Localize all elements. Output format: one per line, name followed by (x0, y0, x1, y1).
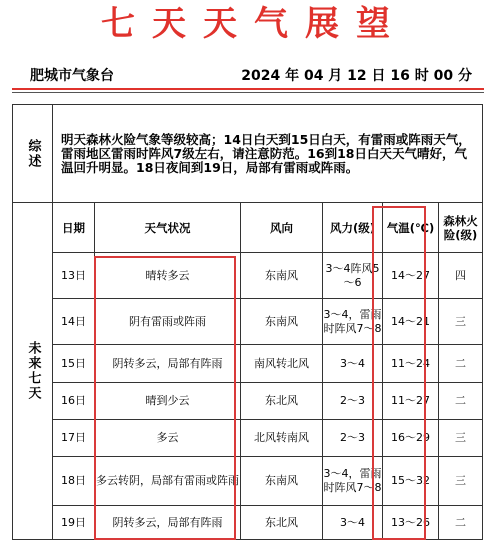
cell-temperature: 14～27 (383, 253, 439, 299)
cell-wind-direction: 东南风 (241, 299, 323, 345)
table-row (13, 506, 483, 540)
issuer-name: 肥城市气象台 (30, 68, 114, 84)
cell-wind-force: 3～4，雷雨时阵风7～8 (323, 299, 383, 345)
cell-date: 14日 (53, 299, 95, 345)
cell-fire-risk: 二 (439, 383, 483, 420)
cell-date: 13日 (53, 253, 95, 299)
header-divider-red (12, 88, 484, 90)
header-wind-direction: 风向 (241, 203, 323, 253)
forecast-label: 未来七天 (13, 203, 53, 540)
cell-wind-direction: 南风转北风 (241, 345, 323, 383)
header-date: 日期 (53, 203, 95, 253)
cell-weather: 晴到少云 (95, 383, 241, 420)
cell-fire-risk: 三 (439, 299, 483, 345)
issue-time: 2024 年 04 月 12 日 16 时 00 分 (241, 68, 472, 84)
cell-temperature: 14～21 (383, 299, 439, 345)
header-weather: 天气状况 (95, 203, 241, 253)
page-title: 七天天气展望 (101, 4, 407, 44)
header-wind-force: 风力(级) (323, 203, 383, 253)
cell-weather: 阴转多云，局部有阵雨 (95, 506, 241, 540)
cell-wind-direction: 东南风 (241, 457, 323, 506)
cell-wind-force: 3～4阵风5～6 (323, 253, 383, 299)
cell-wind-force: 2～3 (323, 383, 383, 420)
cell-wind-force: 3～4，雷雨时阵风7～8 (323, 457, 383, 506)
cell-wind-direction: 东南风 (241, 253, 323, 299)
cell-weather: 阴转多云，局部有阵雨 (95, 345, 241, 383)
cell-date: 16日 (53, 383, 95, 420)
cell-temperature: 15～32 (383, 457, 439, 506)
table-row (13, 299, 483, 345)
cell-wind-force: 3～4 (323, 345, 383, 383)
cell-fire-risk: 三 (439, 457, 483, 506)
cell-temperature: 11～24 (383, 345, 439, 383)
cell-temperature: 11～27 (383, 383, 439, 420)
header-meta (30, 63, 472, 85)
cell-fire-risk: 二 (439, 506, 483, 540)
table-row (13, 253, 483, 299)
cell-date: 15日 (53, 345, 95, 383)
cell-date: 18日 (53, 457, 95, 506)
cell-wind-force: 2～3 (323, 420, 383, 457)
table-row (13, 383, 483, 420)
cell-wind-direction: 东北风 (241, 506, 323, 540)
table-row (13, 345, 483, 383)
summary-text: 明天森林火险气象等级较高；14日白天到15日白天，有雷雨或阵雨天气，雷雨地区雷雨时阵风7级左右，请注意防范。16到18日白天天气晴好，气温回升明显。18日夜间到19日，局部有雷雨或阵雨。 (53, 105, 483, 203)
cell-wind-direction: 北风转南风 (241, 420, 323, 457)
cell-weather: 阴有雷雨或阵雨 (95, 299, 241, 345)
cell-weather: 多云 (95, 420, 241, 457)
header-fire-risk: 森林火险(级) (439, 203, 483, 253)
cell-weather: 多云转阴，局部有雷雨或阵雨 (95, 457, 241, 506)
cell-temperature: 16～29 (383, 420, 439, 457)
header-divider-black (12, 92, 484, 93)
cell-wind-force: 3～4 (323, 506, 383, 540)
cell-temperature: 13～26 (383, 506, 439, 540)
table-row (13, 457, 483, 506)
cell-date: 17日 (53, 420, 95, 457)
table-row (13, 420, 483, 457)
cell-fire-risk: 二 (439, 345, 483, 383)
summary-label: 综述 (13, 105, 53, 203)
cell-wind-direction: 东北风 (241, 383, 323, 420)
header-temperature: 气温(℃) (383, 203, 439, 253)
cell-fire-risk: 三 (439, 420, 483, 457)
cell-fire-risk: 四 (439, 253, 483, 299)
cell-date: 19日 (53, 506, 95, 540)
cell-weather: 晴转多云 (95, 253, 241, 299)
forecast-table (12, 104, 483, 540)
